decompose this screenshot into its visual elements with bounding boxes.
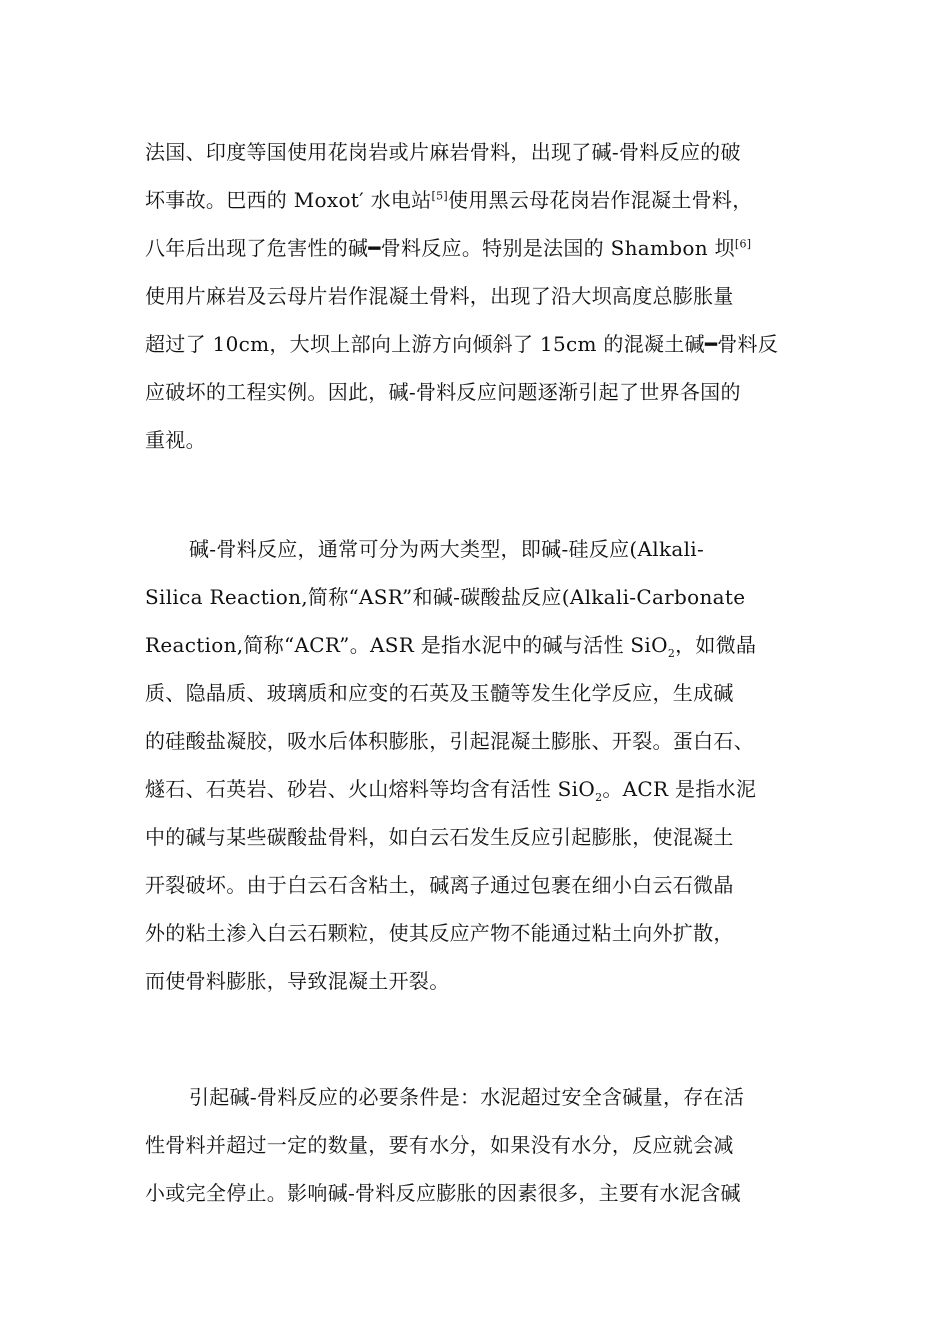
text-line: 引起碱-骨料反应的必要条件是：水泥超过安全含碱量，存在活 — [189, 1085, 745, 1109]
citation-superscript: [6] — [734, 237, 752, 251]
text-segment: ，如微晶 — [675, 633, 757, 657]
text-line: 超过了 10cm，大坝上部向上游方向倾斜了 15cm 的混凝土碱━骨料反 — [145, 332, 779, 356]
text-line: 性骨料并超过一定的数量，要有水分，如果没有水分，反应就会减 — [145, 1133, 734, 1157]
text-segment: 坏事故。巴西的 Moxot′ 水电站 — [145, 188, 432, 212]
text-line — [145, 176, 810, 224]
text-line: 重视。 — [145, 428, 206, 452]
text-line: Silica Reaction,简称“ASR”和碱-碳酸盐反应(Alkali-Carbonate — [145, 585, 746, 609]
text-line: 小或完全停止。影响碱-骨料反应膨胀的因素很多，主要有水泥含碱 — [145, 1181, 741, 1205]
text-line — [145, 621, 810, 669]
citation-superscript: [5] — [431, 189, 449, 203]
text-line: 而使骨料膨胀，导致混凝土开裂。 — [145, 969, 450, 993]
paragraph-2 — [145, 525, 810, 1005]
text-line: 外的粘土渗入白云石颗粒，使其反应产物不能通过粘土向外扩散， — [145, 921, 734, 945]
text-line: 应破坏的工程实例。因此，碱-骨料反应问题逐渐引起了世界各国的 — [145, 380, 741, 404]
text-segment: Reaction,简称“ACR”。ASR 是指水泥中的碱与活性 SiO — [145, 633, 668, 657]
text-segment: 八年后出现了危害性的碱━骨料反应。特别是法国的 Shambon 坝 — [145, 236, 735, 260]
text-line: 质、隐晶质、玻璃质和应变的石英及玉髓等发生化学反应，生成碱 — [145, 681, 734, 705]
chemical-subscript: 2 — [595, 791, 603, 804]
chemical-subscript: 2 — [667, 647, 676, 660]
text-line: 的硅酸盐凝胶，吸水后体积膨胀，引起混凝土膨胀、开裂。蛋白石、 — [145, 729, 754, 753]
text-line: 中的碱与某些碳酸盐骨料，如白云石发生反应引起膨胀，使混凝土 — [145, 825, 734, 849]
text-line — [145, 224, 810, 272]
text-segment: 。ACR 是指水泥 — [602, 777, 757, 801]
text-line: 法国、印度等国使用花岗岩或片麻岩骨料，出现了碱-骨料反应的破 — [145, 140, 741, 164]
paragraph-3 — [145, 1073, 810, 1217]
paragraph-1 — [145, 128, 810, 464]
text-segment: 燧石、石英岩、砂岩、火山熔料等均含有活性 SiO — [145, 777, 596, 801]
text-line: 碱-骨料反应，通常可分为两大类型，即碱-硅反应(Alkali- — [189, 537, 705, 561]
text-line: 开裂破坏。由于白云石含粘土，碱离子通过包裹在细小白云石微晶 — [145, 873, 734, 897]
text-segment: 使用黑云母花岗岩作混凝土骨料， — [448, 188, 753, 212]
text-line: 使用片麻岩及云母片岩作混凝土骨料，出现了沿大坝高度总膨胀量 — [145, 284, 734, 308]
text-line — [145, 765, 810, 813]
